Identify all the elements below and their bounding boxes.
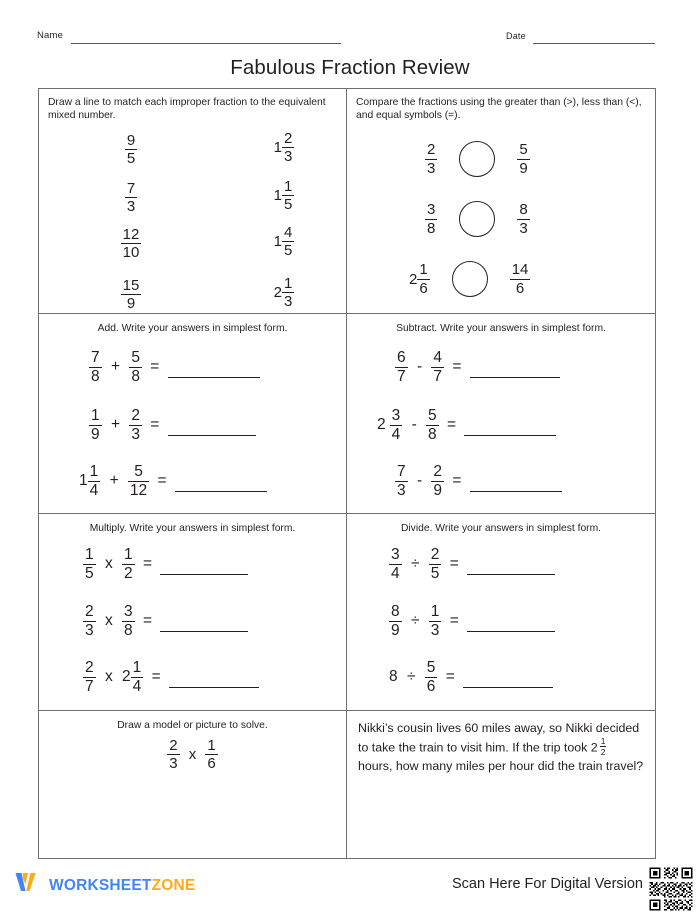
numerator: 9 [126, 132, 136, 149]
worksheet-grid [38, 88, 656, 859]
denominator: 3 [430, 621, 440, 639]
qr-code[interactable] [648, 866, 694, 912]
compare-row-1 [425, 201, 530, 237]
numerator: 8 [519, 201, 528, 219]
scan-instruction-text: Scan Here For Digital Version [452, 876, 643, 892]
denominator: 7 [85, 677, 94, 695]
operator-divide: ÷ [406, 668, 416, 686]
logo-w-icon [14, 871, 42, 900]
numerator: 1 [132, 659, 142, 676]
equals-sign: = [445, 668, 455, 686]
multiply-row-2 [83, 660, 259, 695]
numerator: 1 [89, 463, 99, 480]
denominator: 9 [91, 425, 100, 443]
denominator: 3 [131, 425, 140, 443]
equals-sign: = [452, 358, 462, 376]
add-row-1 [89, 408, 256, 443]
numerator: 8 [391, 603, 400, 620]
worksheet-zone-logo[interactable] [14, 871, 195, 900]
compare-row-0 [425, 141, 530, 177]
whole-number: 1 [273, 187, 282, 205]
equals-sign: = [446, 416, 457, 434]
answer-line[interactable] [160, 630, 248, 632]
operator-plus: + [110, 358, 120, 376]
equals-sign: = [150, 416, 160, 434]
denominator: 9 [433, 481, 443, 499]
name-label: Name [37, 30, 64, 41]
answer-line[interactable] [168, 376, 260, 378]
denominator: 6 [515, 279, 525, 297]
logo-text-zone: ZONE [151, 876, 196, 894]
section-draw-model[interactable] [39, 711, 347, 858]
denominator: 5 [126, 150, 136, 168]
band-matching-comparing [39, 89, 655, 314]
denominator: 12 [129, 481, 148, 499]
answer-line[interactable] [463, 686, 553, 688]
matching-prompt: Draw a line to match each improper fraction to the equivalent mixed number. [48, 97, 326, 121]
numerator: 2 [284, 130, 293, 147]
numerator: 5 [428, 407, 437, 424]
denominator: 4 [391, 425, 401, 443]
section-multiply [39, 514, 347, 710]
numerator: 2 [169, 737, 178, 754]
numerator: 3 [427, 201, 436, 219]
numerator: 1 [85, 546, 94, 563]
page-footer [0, 866, 700, 906]
numerator: 1 [600, 735, 606, 746]
matching-mixed-0[interactable] [244, 131, 324, 165]
operator-minus: - [416, 472, 423, 490]
denominator: 3 [519, 219, 528, 237]
whole-number: 2 [377, 416, 386, 434]
answer-line[interactable] [467, 630, 555, 632]
comparing-prompt: Compare the fractions using the greater than (>), less than (<), and equal symbols (=). [356, 97, 642, 121]
logo-text-worksheet: WORKSHEET [49, 876, 152, 894]
denominator: 5 [284, 242, 293, 260]
word-problem-mixed-whole: 2 [590, 739, 598, 754]
numerator: 1 [284, 275, 293, 292]
denominator: 8 [91, 367, 100, 385]
denominator: 5 [430, 564, 440, 582]
equals-sign: = [142, 612, 152, 630]
draw-model-expression [39, 738, 346, 772]
equals-sign: = [142, 555, 152, 573]
numerator: 1 [91, 407, 100, 424]
denominator: 7 [433, 367, 443, 385]
denominator: 5 [85, 564, 94, 582]
answer-line[interactable] [470, 376, 560, 378]
whole-number: 1 [273, 139, 282, 157]
denominator: 2 [124, 564, 133, 582]
denominator: 4 [132, 677, 142, 695]
multiply-row-0 [83, 547, 248, 582]
denominator: 3 [427, 159, 436, 177]
matching-improper-0[interactable] [101, 133, 161, 167]
subtract-row-2 [395, 464, 562, 499]
whole-number: 2 [122, 668, 131, 686]
operator-times: x [104, 668, 113, 686]
denominator: 8 [428, 425, 437, 443]
numerator: 3 [124, 603, 133, 620]
denominator: 8 [131, 367, 140, 385]
denominator: 8 [427, 219, 436, 237]
denominator: 3 [169, 755, 178, 773]
numerator: 2 [427, 141, 436, 159]
add-prompt: Add. Write your answers in simplest form. [97, 323, 288, 334]
denominator: 7 [397, 367, 406, 385]
denominator: 9 [519, 159, 528, 177]
numerator: 2 [131, 407, 140, 424]
denominator: 6 [207, 755, 216, 773]
operator-plus: + [109, 472, 119, 490]
numerator: 1 [419, 261, 428, 279]
numerator: 1 [207, 737, 216, 754]
answer-line[interactable] [169, 686, 259, 688]
whole-number: 2 [273, 284, 282, 302]
numerator: 4 [433, 349, 443, 366]
answer-line[interactable] [175, 490, 267, 492]
numerator: 6 [397, 349, 406, 366]
answer-line[interactable] [467, 573, 555, 575]
numerator: 5 [519, 141, 528, 159]
numerator: 2 [85, 603, 94, 620]
denominator: 4 [391, 564, 400, 582]
section-comparing [347, 89, 655, 313]
answer-line[interactable] [160, 573, 248, 575]
answer-line[interactable] [168, 434, 256, 436]
divide-row-0 [389, 547, 555, 582]
numerator: 14 [511, 261, 529, 279]
word-problem-text-after: hours, how many miles per hour did the train travel? [358, 758, 644, 773]
section-divide [347, 514, 655, 710]
worksheet-header [0, 28, 700, 50]
denominator: 3 [85, 621, 94, 639]
numerator: 5 [426, 659, 436, 676]
numerator: 1 [124, 546, 133, 563]
matching-improper-3[interactable] [101, 278, 161, 312]
band-multiply-divide [39, 514, 655, 711]
name-write-line[interactable] [71, 43, 341, 44]
numerator: 2 [433, 463, 443, 480]
denominator: 4 [89, 481, 99, 499]
operator-plus: + [110, 416, 120, 434]
operator-times: x [104, 612, 113, 630]
divide-row-1 [389, 604, 555, 639]
numerator: 1 [284, 178, 293, 195]
word-problem-mixed-fraction [600, 737, 607, 757]
subtract-row-1 [377, 408, 556, 443]
numerator: 2 [430, 546, 440, 563]
numerator: 2 [85, 659, 94, 676]
section-subtract [347, 314, 655, 513]
comparison-symbol-circle[interactable] [452, 261, 488, 297]
numerator: 1 [430, 603, 440, 620]
add-row-2 [79, 464, 267, 499]
numerator: 7 [91, 349, 100, 366]
divide-row-2 [389, 660, 553, 695]
operator-minus: - [416, 358, 423, 376]
matching-improper-2[interactable] [101, 227, 161, 261]
band-add-subtract [39, 314, 655, 514]
operator-divide: ÷ [410, 555, 420, 573]
numerator: 3 [391, 546, 400, 563]
operator-divide: ÷ [410, 612, 420, 630]
draw-model-prompt: Draw a model or picture to solve. [117, 720, 268, 731]
subtract-prompt: Subtract. Write your answers in simplest form. [396, 323, 606, 334]
date-label: Date [506, 31, 526, 41]
equals-sign: = [452, 472, 462, 490]
numerator: 4 [284, 224, 293, 241]
answer-line[interactable] [464, 434, 556, 436]
equals-sign: = [151, 668, 161, 686]
numerator: 15 [122, 277, 140, 294]
operator-times: x [104, 555, 113, 573]
equals-sign: = [449, 612, 459, 630]
whole-number: 2 [409, 270, 418, 288]
operator-minus: - [411, 416, 417, 434]
band-model-word-problem [39, 711, 655, 858]
page-title: Fabulous Fraction Review [230, 56, 470, 79]
multiply-row-1 [83, 604, 248, 639]
equals-sign: = [449, 555, 459, 573]
divide-prompt: Divide. Write your answers in simplest form. [400, 523, 602, 534]
denominator: 8 [124, 621, 133, 639]
matching-mixed-1[interactable] [244, 179, 324, 213]
numerator: 7 [397, 463, 406, 480]
multiply-prompt: Multiply. Write your answers in simplest form. [89, 523, 296, 534]
compare-row-2 [409, 261, 530, 297]
word-problem-text [347, 711, 655, 775]
whole-number: 1 [79, 472, 88, 490]
equals-sign: = [157, 472, 167, 490]
word-problem-text-before: Nikki’s cousin lives 60 miles away, so Nikki decided to take the train to visit him. If the trip took [358, 721, 640, 754]
date-write-line[interactable] [533, 43, 655, 44]
numerator: 5 [128, 464, 149, 482]
denominator: 9 [391, 621, 400, 639]
matching-mixed-3[interactable] [244, 276, 324, 310]
add-row-0 [89, 350, 260, 385]
numerator: 7 [126, 180, 136, 197]
section-add [39, 314, 347, 513]
section-word-problem[interactable] [347, 711, 655, 858]
denominator: 9 [126, 295, 136, 313]
whole-number: 8 [389, 668, 398, 686]
denominator: 3 [397, 481, 406, 499]
subtract-row-0 [395, 350, 560, 385]
numerator: 12 [122, 226, 140, 243]
matching-improper-1[interactable] [101, 181, 161, 215]
denominator: 10 [122, 244, 140, 262]
denominator: 6 [419, 279, 428, 297]
comparison-symbol-circle[interactable] [459, 141, 495, 177]
operator-times: x [188, 746, 197, 764]
denominator: 2 [600, 747, 606, 757]
matching-mixed-2[interactable] [244, 225, 324, 259]
whole-number: 1 [273, 233, 282, 251]
denominator: 3 [284, 148, 293, 166]
denominator: 3 [284, 293, 293, 311]
answer-line[interactable] [470, 490, 562, 492]
numerator: 5 [131, 349, 140, 366]
numerator: 3 [391, 407, 401, 424]
logo-text [49, 877, 195, 895]
denominator: 5 [284, 196, 293, 214]
denominator: 3 [126, 198, 136, 216]
section-matching [39, 89, 347, 313]
denominator: 6 [426, 677, 436, 695]
equals-sign: = [150, 358, 160, 376]
comparison-symbol-circle[interactable] [459, 201, 495, 237]
